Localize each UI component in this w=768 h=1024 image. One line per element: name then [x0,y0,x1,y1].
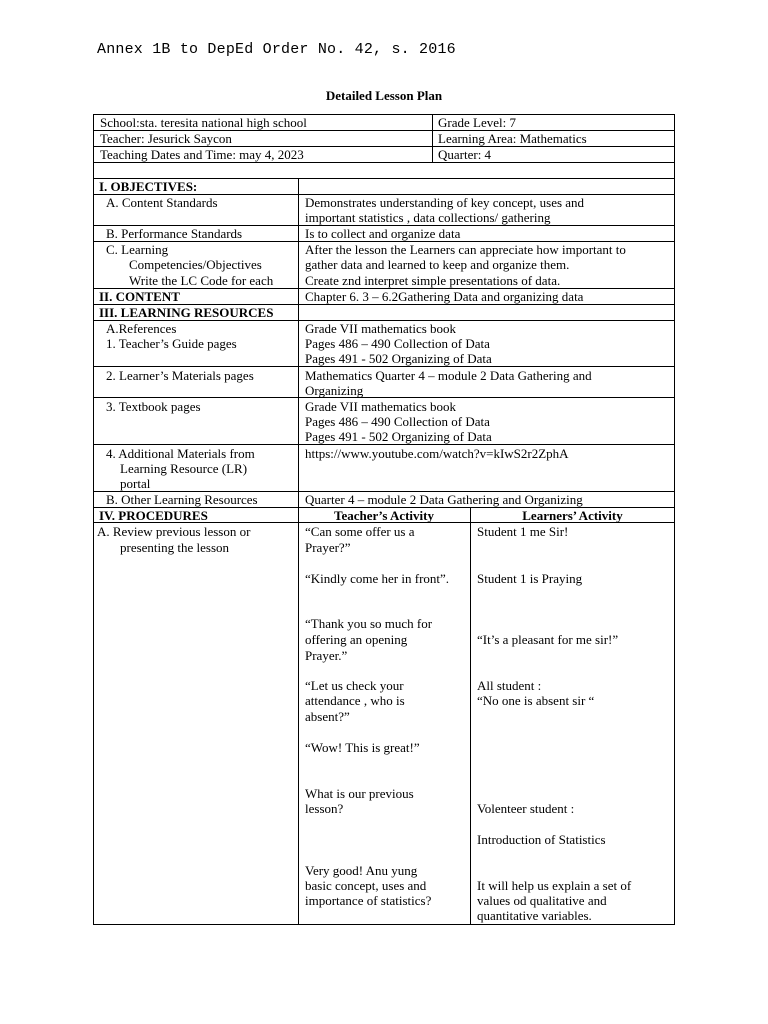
learner-activity-line: Volenteer student : [477,801,575,816]
references-label: A.References [106,321,177,336]
learner-activity-line: “It’s a pleasant for me sir!” [477,632,619,647]
additional-materials-link[interactable]: https://www.youtube.com/watch?v=kIwS2r2ZphA [305,446,569,461]
learners-materials-label: 2. Learner’s Materials pages [106,368,254,383]
content-value: Chapter 6. 3 – 6.2Gathering Data and organizing data [305,289,584,304]
teacher-activity-line: “Thank you so much for [305,616,433,631]
school-name: School:sta. teresita national high school [100,115,307,130]
textbook-value: Pages 491 - 502 Organizing of Data [305,429,492,444]
teacher-activity-line: lesson? [305,801,344,816]
teacher-activity-line: “Let us check your [305,678,404,693]
learner-activity-line: All student : [477,678,542,693]
learner-activity-line: quantitative variables. [477,908,592,923]
content-standards-value: important statistics , data collections/ gathering [305,210,551,225]
learner-activity-line: Introduction of Statistics [477,832,606,847]
performance-standards-value: Is to collect and organize data [305,226,461,241]
other-resources-value: Quarter 4 – module 2 Data Gathering and Organizing [305,492,583,507]
textbook-label: 3. Textbook pages [106,399,201,414]
teacher-activity-line: offering an opening [305,632,408,647]
teacher-activity-line: importance of statistics? [305,893,432,908]
additional-materials-label: 4. Additional Materials from [106,446,255,461]
annex-reference: Annex 1B to DepEd Order No. 42, s. 2016 [97,41,456,58]
review-lesson-label: A. Review previous lesson or [97,524,251,539]
teachers-guide-value: Pages 491 - 502 Organizing of Data [305,351,492,366]
teaching-dates: Teaching Dates and Time: may 4, 2023 [100,147,304,162]
competencies-label: Competencies/Objectives [129,257,262,272]
teacher-activity-line: Prayer?” [305,540,351,555]
grade-level: Grade Level: 7 [438,115,516,130]
teachers-guide-label: 1. Teacher’s Guide pages [106,336,237,351]
column-divider [432,114,433,162]
teacher-activity-line: Prayer.” [305,648,348,663]
teachers-guide-value: Grade VII mathematics book [305,321,457,336]
additional-materials-label: Learning Resource (LR) [120,461,248,476]
row-divider [93,397,675,398]
learner-activity-line: It will help us explain a set of [477,878,632,893]
other-resources-label: B. Other Learning Resources [106,492,258,507]
learner-activity-line: “No one is absent sir “ [477,693,595,708]
learners-materials-value: Mathematics Quarter 4 – module 2 Data Gathering and [305,368,592,383]
learner-activity-line: values od qualitative and [477,893,607,908]
textbook-value: Grade VII mathematics book [305,399,457,414]
additional-materials-label: portal [120,476,151,491]
content-standards-value: Demonstrates understanding of key concept, uses and [305,195,585,210]
performance-standards-label: B. Performance Standards [106,226,243,241]
column-divider [298,178,299,924]
teacher-activity-line: Very good! Anu yung [305,863,418,878]
teachers-guide-value: Pages 486 – 490 Collection of Data [305,336,490,351]
teacher-activity-line: absent?” [305,709,350,724]
learner-activity-line: Student 1 is Praying [477,571,583,586]
learners-materials-value: Organizing [305,383,364,398]
procedures-heading: IV. PROCEDURES [99,508,208,523]
teacher-activity-line: “Can some offer us a [305,524,415,539]
teacher-activity-header: Teacher’s Activity [333,508,434,523]
content-heading: II. CONTENT [99,289,180,304]
quarter: Quarter: 4 [438,147,492,162]
review-lesson-label: presenting the lesson [120,540,230,555]
column-divider [470,507,471,924]
competencies-value: After the lesson the Learners can appreciate how important to [305,242,626,257]
textbook-value: Pages 486 – 490 Collection of Data [305,414,490,429]
objectives-heading: I. OBJECTIVES: [99,179,198,194]
competencies-value: Create znd interpret simple presentations of data. [305,273,561,288]
teacher-activity-line: “Kindly come her in front”. [305,571,450,586]
competencies-label: C. Learning [106,242,169,257]
resources-heading: III. LEARNING RESOURCES [99,305,274,320]
competencies-value: gather data and learned to keep and organize them. [305,257,570,272]
teacher-activity-line: attendance , who is [305,693,405,708]
teacher-activity-line: What is our previous [305,786,414,801]
teacher-activity-line: basic concept, uses and [305,878,427,893]
teacher-activity-line: “Wow! This is great!” [305,740,420,755]
learner-activity-line: Student 1 me Sir! [477,524,569,539]
learning-area: Learning Area: Mathematics [438,131,587,146]
content-standards-label: A. Content Standards [106,195,218,210]
teacher-name: Teacher: Jesurick Saycon [100,131,232,146]
competencies-label: Write the LC Code for each [129,273,274,288]
learner-activity-header: Learners’ Activity [522,508,623,523]
page-title: Detailed Lesson Plan [325,88,443,103]
